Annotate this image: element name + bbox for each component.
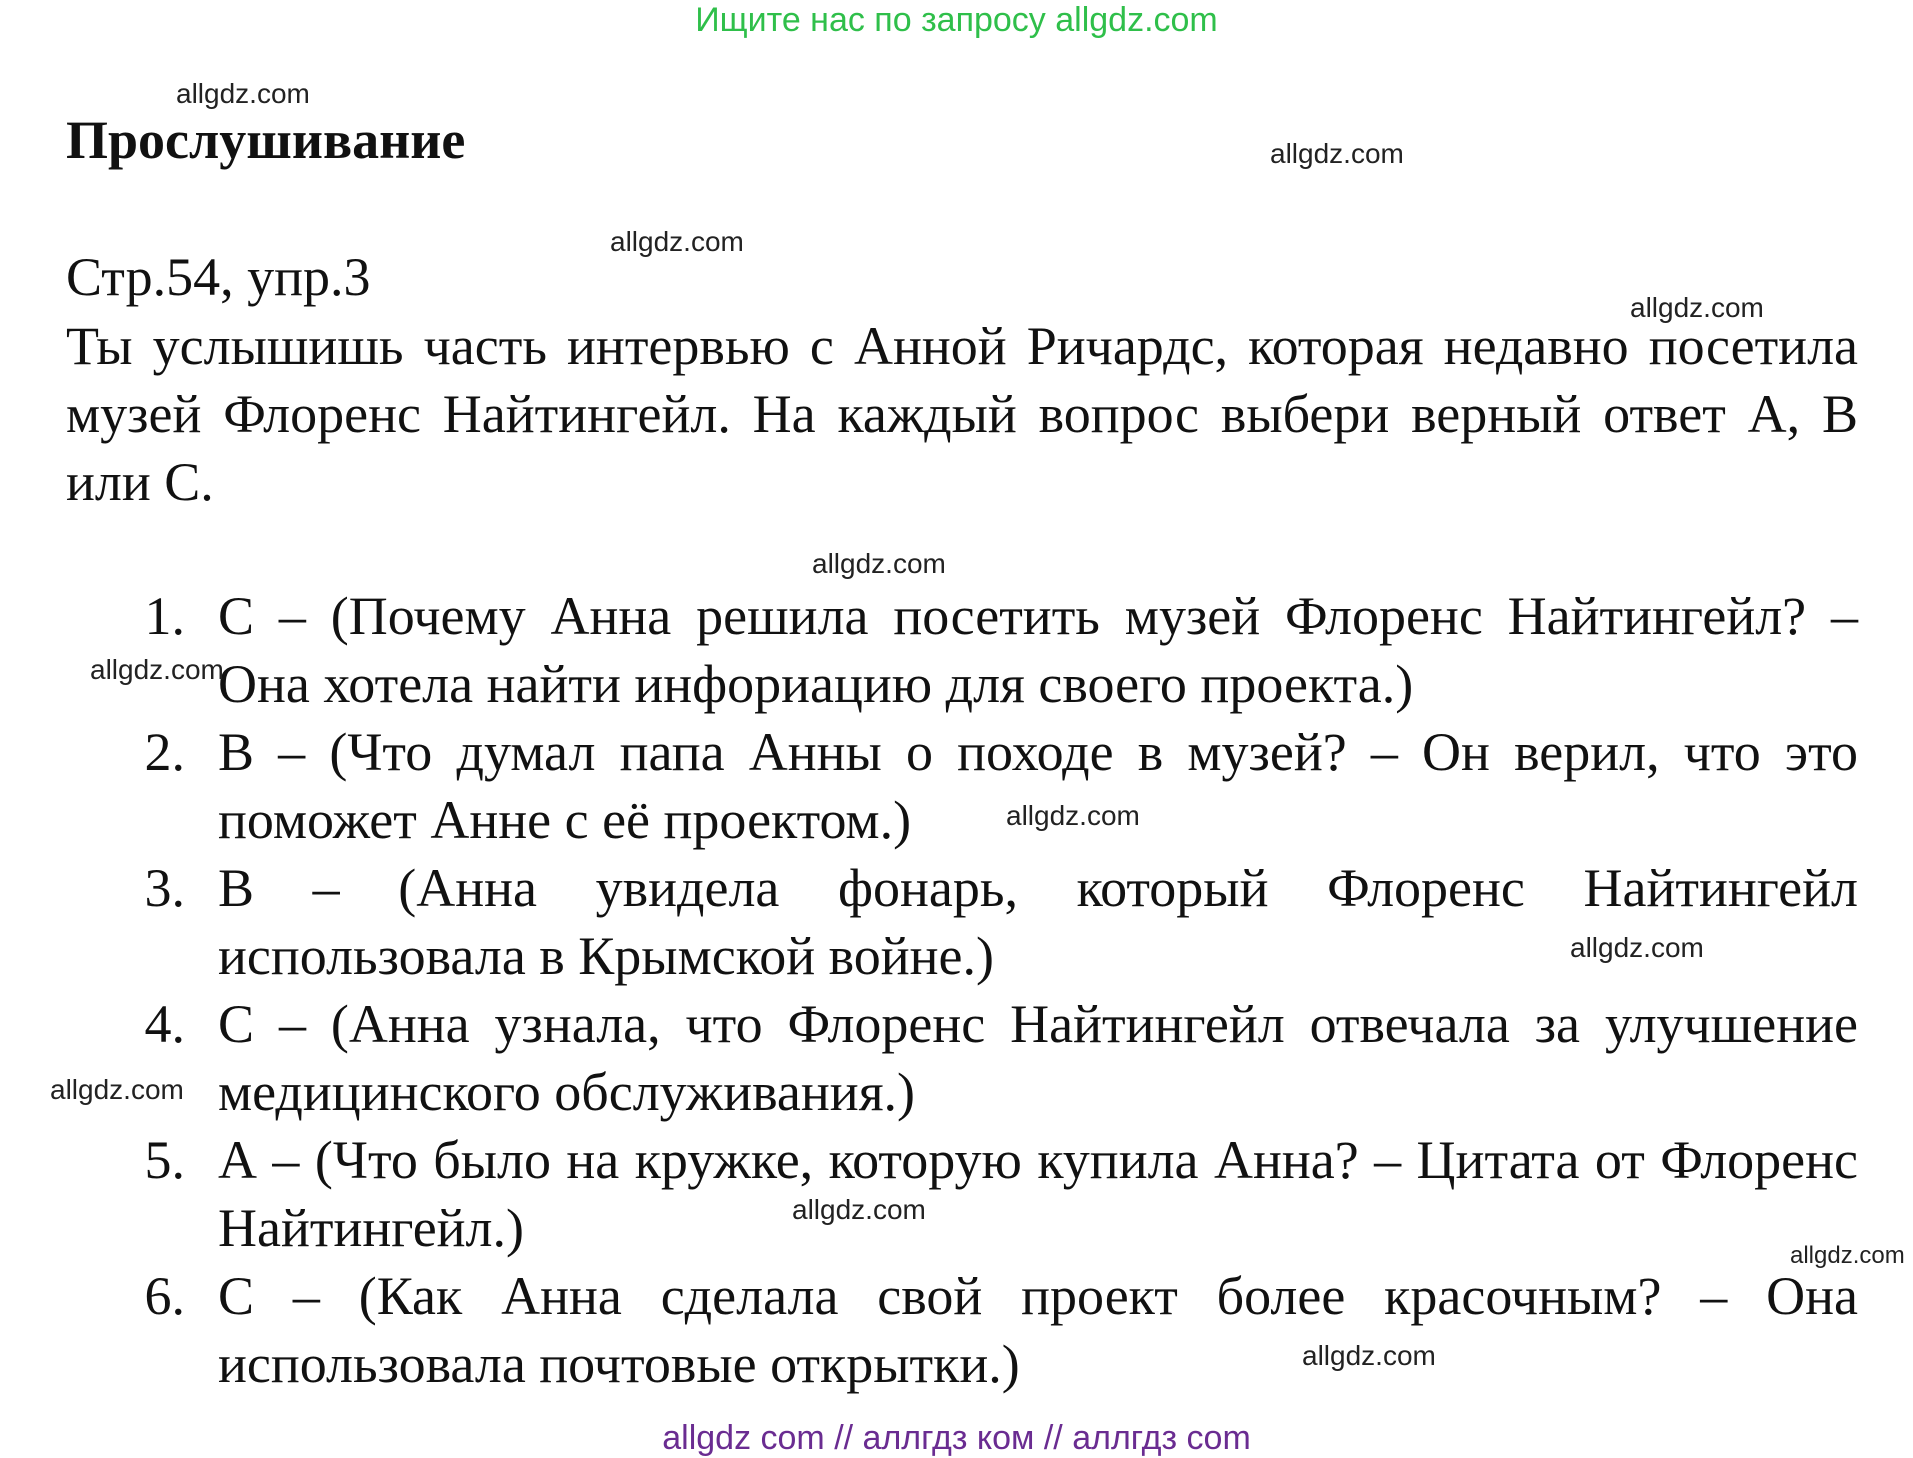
answer-item xyxy=(66,1262,1858,1398)
answer-item xyxy=(66,1126,1858,1262)
task-description: Ты услышишь часть интервью с Анной Ричардс, которая недавно посетила музей Флоренс Найтингейл. На каждый вопрос выбери верный ответ A, B или C. xyxy=(66,316,1858,512)
watermark: allgdz.com xyxy=(792,1194,926,1225)
answer-list xyxy=(66,582,1858,1398)
answer-number: 3. xyxy=(144,858,185,918)
watermark: allgdz.com xyxy=(1302,1340,1436,1371)
answer-number: 6. xyxy=(144,1266,185,1326)
watermark: allgdz.com xyxy=(1006,800,1140,831)
answer-item xyxy=(66,990,1858,1126)
watermark: allgdz.com xyxy=(1570,932,1704,963)
watermark: allgdz.com xyxy=(1790,1242,1905,1269)
watermark: allgdz.com xyxy=(1630,292,1764,323)
answer-text: В – (Анна увидела фонарь, который Флоренс Найтингейл использовала в Крымской войне.) xyxy=(218,858,1858,986)
answer-number: 4. xyxy=(144,994,185,1054)
answer-number: 5. xyxy=(144,1130,185,1190)
answer-item xyxy=(66,582,1858,718)
watermark: allgdz.com xyxy=(610,226,744,257)
watermark: allgdz.com xyxy=(90,654,224,685)
answer-item xyxy=(66,718,1858,854)
watermark: allgdz.com xyxy=(812,548,946,579)
page-heading: Прослушивание xyxy=(66,110,466,170)
answer-number: 1. xyxy=(144,586,185,646)
watermark: allgdz.com xyxy=(176,78,310,109)
answer-text: А – (Что было на кружке, которую купила Анна? – Цитата от Флоренс Найтингейл.) xyxy=(218,1130,1858,1258)
footer-links: allgdz com // аллгдз ком // аллгдз com xyxy=(662,1419,1251,1457)
answer-text: С – (Анна узнала, что Флоренс Найтингейл отвечала за улучшение медицинского обслуживания.) xyxy=(218,994,1858,1122)
answer-text: С – (Как Анна сделала свой проект более красочным? – Она использовала почтовые открытки.) xyxy=(218,1266,1858,1394)
answer-item xyxy=(66,854,1858,990)
answer-text: В – (Что думал папа Анны о походе в музей? – Он верил, что это поможет Анне с её проектом.) xyxy=(218,722,1858,850)
answer-text: С – (Почему Анна решила посетить музей Флоренс Найтингейл? – Она хотела найти инфориацию для своего проекта.) xyxy=(218,586,1858,714)
watermark: allgdz.com xyxy=(50,1074,184,1105)
exercise-reference: Стр.54, упр.3 xyxy=(66,247,371,307)
top-banner: Ищите нас по запросу allgdz.com xyxy=(695,1,1218,39)
watermark: allgdz.com xyxy=(1270,138,1404,169)
answer-number: 2. xyxy=(144,722,185,782)
